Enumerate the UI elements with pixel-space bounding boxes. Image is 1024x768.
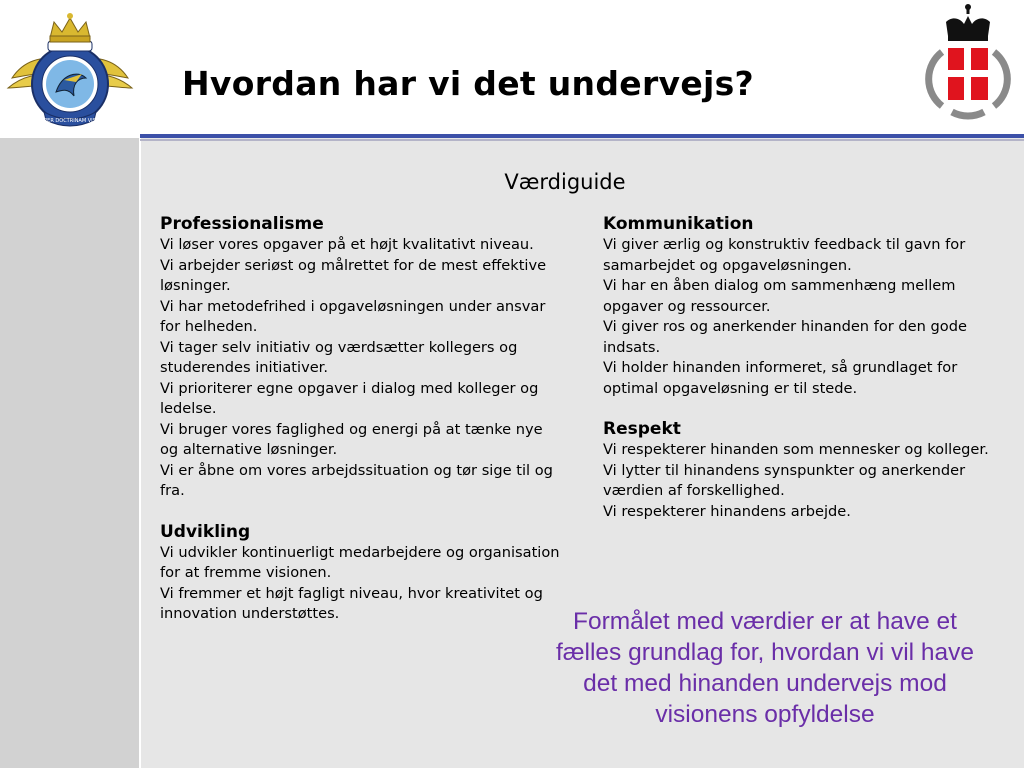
value-line: Vi fremmer et højt fagligt niveau, hvor kreativitet og innovation understøttes. bbox=[160, 584, 543, 622]
subtitle-vaerdiguide: Værdiguide bbox=[504, 170, 626, 194]
kommunikation-lines bbox=[603, 235, 998, 399]
defence-crown-emblem-icon bbox=[918, 2, 1018, 122]
value-line: Vi er åbne om vores arbejdssituation og tør sige til og fra. bbox=[160, 461, 553, 499]
title-underline-shadow bbox=[140, 139, 1024, 141]
value-line: Vi giver ros og anerkender hinanden for den gode indsats. bbox=[603, 318, 967, 356]
value-line: Vi respekterer hinandens arbejde. bbox=[603, 502, 851, 520]
professionalisme-lines bbox=[160, 235, 560, 502]
value-line: Vi har metodefrihed i opgaveløsningen under ansvar for helheden. bbox=[160, 297, 546, 335]
respekt-lines bbox=[603, 440, 998, 522]
air-force-emblem-icon bbox=[4, 8, 136, 132]
value-line: Vi har en åben dialog om sammenhæng mellem opgaver og ressourcer. bbox=[603, 277, 956, 315]
heading-udvikling: Udvikling bbox=[160, 521, 251, 542]
value-line: Vi arbejder seriøst og målrettet for de mest effektive løsninger. bbox=[160, 256, 547, 294]
value-line: Vi holder hinanden informeret, så grundlaget for optimal opgaveløsning er til stede. bbox=[603, 359, 958, 397]
value-line: Vi respekterer hinanden som mennesker og kolleger. bbox=[603, 441, 989, 458]
left-values-column bbox=[160, 214, 560, 625]
value-line: Vi udvikler kontinuerligt medarbejdere og organisation for at fremme visionen. bbox=[160, 543, 560, 581]
heading-professionalisme: Professionalisme bbox=[160, 214, 324, 234]
value-line: Vi tager selv initiativ og værdsætter kollegers og studerendes initiativer. bbox=[160, 338, 518, 376]
heading-respekt: Respekt bbox=[603, 419, 681, 439]
value-line: Vi prioriterer egne opgaver i dialog med kolleger og ledelse. bbox=[160, 379, 539, 417]
purpose-statement: Formålet med værdier er at have et fælles grundlag for, hvordan vi vil have det med hinanden undervejs mod visionens opfyldelse bbox=[555, 608, 975, 728]
value-line: Vi giver ærlig og konstruktiv feedback til gavn for samarbejdet og opgaveløsningen. bbox=[603, 236, 966, 274]
udvikling-lines bbox=[160, 543, 560, 625]
left-sidebar-strip bbox=[0, 138, 140, 768]
sidebar-divider bbox=[139, 0, 141, 768]
slide-title: Hvordan har vi det undervejs? bbox=[182, 64, 755, 103]
value-line: Vi bruger vores faglighed og energi på at tænke nye og alternative løsninger. bbox=[160, 420, 543, 458]
emblem-ribbon-text: PER DOCTRINAM VIS bbox=[44, 118, 96, 124]
title-underline bbox=[140, 134, 1024, 138]
heading-kommunikation: Kommunikation bbox=[603, 214, 754, 234]
value-line: Vi løser vores opgaver på et højt kvalitativt niveau. bbox=[160, 236, 534, 253]
value-line: Vi lytter til hinandens synspunkter og anerkender værdien af forskellighed. bbox=[603, 461, 966, 499]
right-values-column bbox=[603, 214, 998, 522]
